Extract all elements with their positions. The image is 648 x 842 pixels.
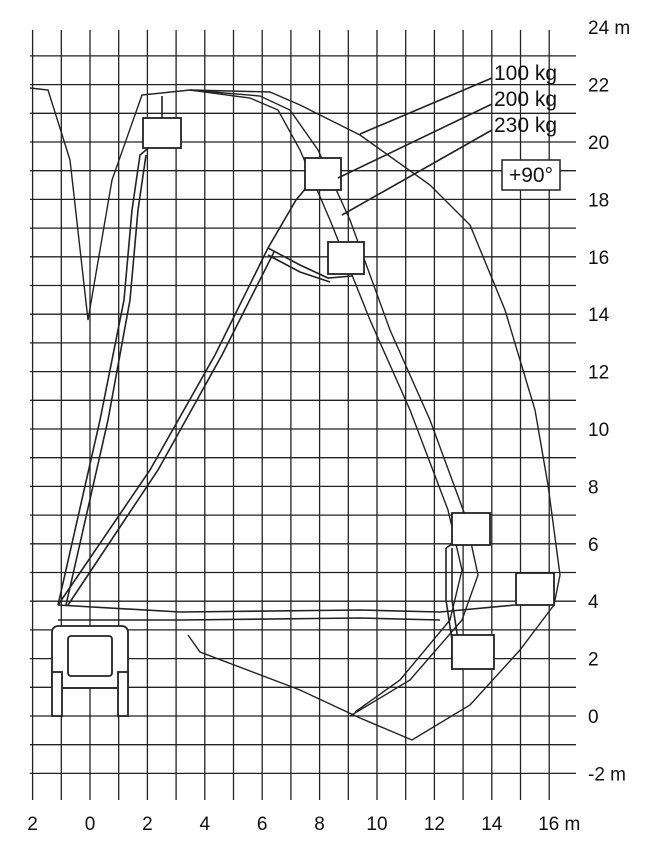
y-tick-label: 14	[588, 305, 610, 327]
y-tick-label: 4	[588, 592, 599, 614]
load-100: 100 kg	[494, 62, 558, 85]
machine-cab	[68, 636, 112, 676]
x-tick-label: 12	[423, 814, 445, 835]
x-tick-label: 6	[256, 814, 268, 835]
y-tick-label: 2	[588, 649, 599, 671]
basket-diagonal	[305, 158, 341, 190]
x-tick-label: 2	[142, 814, 153, 835]
load-callouts	[338, 78, 492, 215]
basket-right-up	[452, 513, 490, 545]
boom-positions	[58, 145, 515, 670]
wheel-left	[52, 672, 62, 716]
boom-vertical-parallel	[66, 155, 146, 605]
y-tick-label: 22	[588, 75, 610, 97]
load-200: 200 kg	[494, 88, 558, 111]
x-tick-label: 8	[314, 814, 325, 835]
basket-top	[143, 118, 181, 148]
y-tick-label: 6	[588, 534, 599, 556]
y-tick-label: 16	[588, 247, 610, 269]
x-tick-label: 14	[481, 814, 503, 835]
jib-lowered-parallel	[268, 255, 330, 282]
y-axis-ticks	[588, 18, 630, 785]
x-tick-label: 0	[84, 814, 96, 835]
boom-diagonal	[58, 188, 306, 605]
callout-230	[342, 130, 492, 215]
y-tick-label: 8	[588, 477, 599, 499]
x-tick-label: 16 m	[538, 814, 581, 835]
y-tick-label: -2 m	[588, 764, 626, 786]
callout-200	[338, 104, 492, 178]
x-axis-ticks	[27, 814, 580, 835]
wheel-right	[118, 672, 128, 716]
y-tick-label: 0	[588, 707, 599, 728]
basket-right-low	[452, 635, 494, 669]
y-tick-label: 12	[588, 362, 610, 384]
y-tick-label: 24 m	[588, 18, 631, 40]
basket-right-mid	[516, 573, 554, 605]
y-tick-label: 10	[588, 420, 610, 441]
x-tick-label: 4	[199, 814, 211, 835]
callout-100	[360, 78, 492, 134]
x-tick-label: 2	[27, 814, 38, 835]
load-230: 230 kg	[494, 114, 558, 137]
boom-horizontal-parallel	[58, 618, 440, 620]
basket-diagonal-lowered	[328, 242, 364, 274]
rotation-label: +90°	[508, 164, 554, 187]
x-tick-label: 10	[366, 814, 388, 835]
y-tick-label: 18	[588, 190, 610, 212]
y-tick-label: 20	[588, 133, 610, 154]
